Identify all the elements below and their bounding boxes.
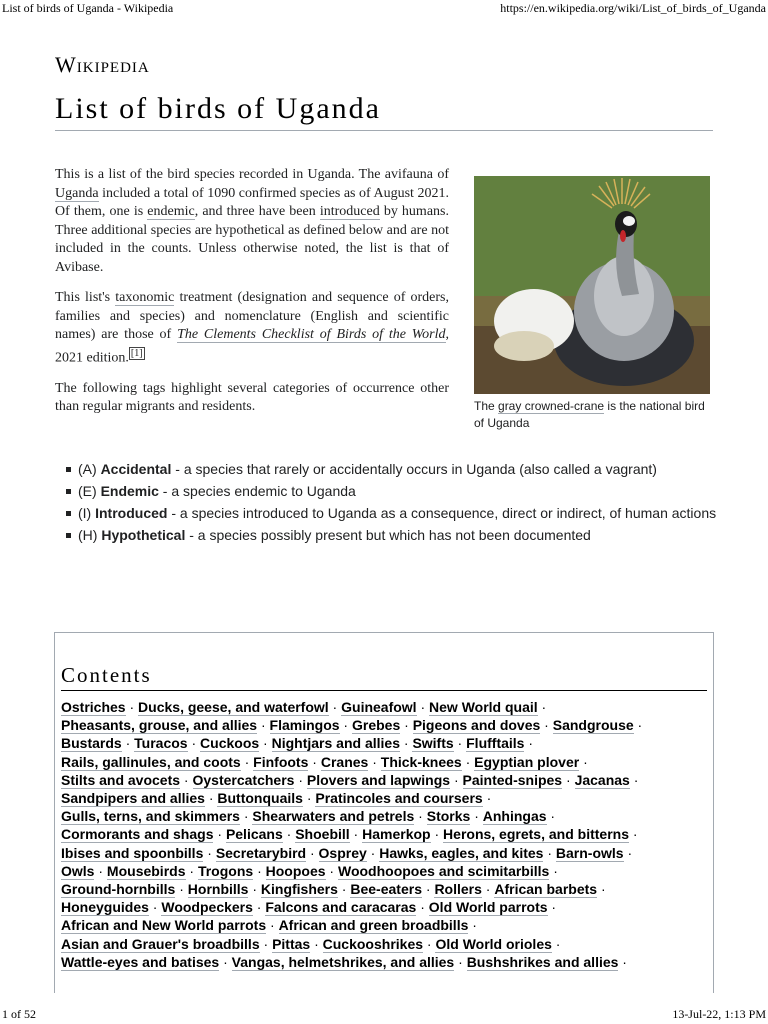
tag-item [62, 482, 722, 500]
toc-link[interactable]: Buttonquails [217, 790, 303, 807]
gray-crowned-crane-image[interactable] [474, 176, 710, 394]
toc-separator: · [187, 735, 201, 752]
toc-separator: · [204, 790, 218, 807]
toc-separator: · [430, 826, 444, 843]
tag-name: Hypothetical [101, 527, 186, 543]
toc-link[interactable]: Cuckooshrikes [322, 935, 424, 952]
toc-separator: · [547, 899, 557, 916]
toc-line [61, 916, 711, 934]
toc-link[interactable]: Oystercatchers [192, 771, 295, 788]
toc-link[interactable]: African barbets [494, 881, 598, 898]
toc-link[interactable]: Grebes [352, 717, 401, 734]
toc-link[interactable]: Ibises and spoonbills [61, 844, 204, 861]
toc-separator: · [562, 771, 575, 788]
image-caption [474, 398, 710, 432]
toc-link[interactable]: Nightjars and allies [271, 735, 400, 752]
toc-separator: · [259, 735, 272, 752]
toc-separator: · [125, 699, 139, 715]
toc-link[interactable]: Pelicans [225, 826, 283, 843]
toc-separator: · [628, 826, 638, 843]
tag-description: - a species possibly present but which has not been documented [185, 527, 591, 543]
toc-link[interactable]: Pittas [272, 935, 311, 952]
toc-link[interactable]: Pheasants, grouse, and allies [61, 717, 258, 734]
toc-separator: · [551, 935, 561, 952]
intro-link[interactable]: The Clements Checklist of Birds of the World [177, 327, 446, 342]
toc-separator: · [240, 753, 254, 770]
toc-separator: · [423, 935, 436, 952]
toc-separator: · [328, 699, 342, 715]
toc-link[interactable]: Secretarybird [215, 844, 307, 861]
toc-link[interactable]: Stilts and avocets [61, 771, 181, 788]
toc-link[interactable]: Sandgrouse [552, 717, 634, 734]
toc-link[interactable]: Cranes [320, 753, 369, 770]
toc-link[interactable]: Trogons [197, 862, 254, 879]
toc-separator: · [368, 753, 381, 770]
toc-link[interactable]: Woodpeckers [161, 899, 253, 916]
toc-separator: · [470, 808, 483, 825]
toc-link[interactable]: Pigeons and doves [412, 717, 541, 734]
intro-text: , and three have been [194, 204, 320, 219]
toc-separator: · [219, 953, 232, 970]
toc-separator: · [633, 717, 643, 734]
intro-link[interactable]: Uganda [55, 185, 99, 201]
toc-link[interactable]: Sandpipers and allies [61, 790, 205, 807]
toc-separator: · [400, 717, 413, 734]
tag-item [62, 526, 722, 544]
toc-link[interactable]: Kingfishers [260, 881, 338, 898]
toc-line [61, 862, 711, 880]
toc-separator: · [461, 753, 475, 770]
toc-line [61, 825, 711, 843]
toc-link[interactable]: Swifts [412, 735, 454, 752]
toc-link[interactable]: Storks [426, 808, 471, 825]
caption-link[interactable]: gray crowned-crane [498, 399, 605, 413]
toc-link[interactable]: Plovers and lapwings [306, 771, 451, 788]
toc-separator: · [266, 917, 279, 934]
toc-link[interactable]: Old World parrots [428, 899, 548, 916]
toc-separator: · [121, 735, 135, 752]
toc-separator: · [597, 881, 606, 898]
toc-link[interactable]: Vangas, helmetshrikes, and allies [231, 953, 455, 970]
tag-description: - a species introduced to Uganda as a consequence, direct or indirect, of human actions [167, 505, 717, 521]
toc-link[interactable]: Hawks, eagles, and kites [379, 844, 544, 861]
toc-link[interactable]: Shoebill [295, 826, 350, 843]
toc-line [61, 935, 711, 953]
print-date: 13-Jul-22, 1:13 PM [672, 1007, 766, 1021]
toc-link[interactable]: Falcons and caracaras [265, 899, 417, 916]
crane-illustration [474, 176, 710, 394]
toc-separator: · [310, 935, 323, 952]
toc-line [61, 716, 711, 734]
toc-separator: · [454, 953, 467, 970]
tag-code: (H) [78, 527, 102, 543]
toc-title: Contents [61, 663, 707, 691]
toc-separator: · [252, 899, 266, 916]
toc-line [61, 698, 711, 716]
toc-link[interactable]: Egyptian plover [474, 753, 580, 770]
toc-separator: · [337, 881, 351, 898]
citation-ref[interactable]: [1] [130, 347, 143, 359]
intro-link[interactable]: introduced [319, 204, 380, 219]
toc-link[interactable]: Bushshrikes and allies [466, 953, 619, 970]
toc-separator: · [537, 699, 547, 715]
toc-link[interactable]: Anhingas [482, 808, 547, 825]
toc-separator: · [308, 753, 321, 770]
toc-link[interactable]: Hamerkop [362, 826, 431, 843]
toc-link[interactable]: Barn-owls [555, 844, 624, 861]
toc-links [61, 698, 711, 971]
toc-link[interactable]: Asian and Grauer's broadbills [61, 935, 260, 952]
intro-text: included a total of 1090 confirmed species as of August 2021. Of them, one is [55, 185, 449, 219]
toc-link[interactable]: Owls [61, 862, 95, 879]
toc-separator: · [623, 844, 633, 861]
tag-code: (I) [78, 505, 96, 521]
toc-line [61, 789, 711, 807]
toc-separator: · [543, 844, 556, 861]
toc-separator: · [629, 771, 639, 788]
toc-separator: · [468, 917, 477, 934]
page-count: 1 of 52 [2, 1007, 36, 1021]
toc-link[interactable]: Wattle-eyes and batises [61, 953, 220, 970]
tag-name: Introduced [95, 505, 168, 521]
intro-text: This is a list of the bird species recorded in Uganda. The avifauna of [55, 167, 449, 182]
toc-separator: · [302, 790, 316, 807]
toc-separator: · [248, 881, 261, 898]
toc-link[interactable]: Shearwaters and petrels [252, 808, 415, 825]
toc-separator: · [175, 881, 188, 898]
toc-link[interactable]: Turacos [134, 735, 188, 752]
toc-separator: · [203, 844, 216, 861]
toc-link[interactable]: Woodhoopoes and scimitarbills [337, 862, 550, 879]
toc-link[interactable]: Pratincoles and coursers [315, 790, 483, 807]
table-of-contents [54, 632, 714, 993]
intro-link[interactable]: endemic [147, 204, 195, 219]
toc-separator: · [618, 953, 627, 970]
toc-separator: · [579, 753, 588, 770]
intro-paragraph-2 [55, 289, 449, 368]
toc-separator: · [180, 771, 193, 788]
tag-name: Endemic [100, 483, 159, 499]
toc-separator: · [540, 717, 553, 734]
toc-separator: · [259, 935, 273, 952]
toc-separator: · [366, 844, 380, 861]
toc-separator: · [253, 862, 266, 879]
toc-line [61, 753, 711, 771]
tag-description: - a species that rarely or accidentally occurs in Uganda (also called a vagrant) [171, 461, 657, 477]
toc-separator: · [239, 808, 253, 825]
toc-link[interactable]: Bee-eaters [350, 881, 422, 898]
toc-separator: · [481, 881, 495, 898]
toc-separator: · [213, 826, 226, 843]
toc-separator: · [257, 717, 270, 734]
print-header-url: https://en.wikipedia.org/wiki/List_of_birds_of_Uganda [500, 1, 766, 15]
toc-separator: · [450, 771, 463, 788]
toc-link[interactable]: New World quail [429, 699, 538, 715]
toc-separator: · [421, 881, 435, 898]
toc-line [61, 807, 711, 825]
toc-link[interactable]: Flamingos [269, 717, 340, 734]
toc-link[interactable]: African and green broadbills [278, 917, 469, 934]
toc-separator: · [325, 862, 338, 879]
toc-separator: · [282, 826, 296, 843]
intro-link[interactable]: taxonomic [115, 290, 175, 305]
toc-separator: · [524, 735, 534, 752]
toc-link[interactable]: Guineafowl [341, 699, 417, 715]
toc-link[interactable]: Osprey [318, 844, 367, 861]
toc-separator: · [349, 826, 363, 843]
intro-paragraph-1 [55, 166, 449, 277]
toc-link[interactable]: Thick-knees [380, 753, 462, 770]
tag-name: Accidental [100, 461, 172, 477]
toc-link[interactable]: African and New World parrots [61, 917, 267, 934]
occurrence-tags-list [62, 460, 722, 548]
wikipedia-logo[interactable]: Wikipedia [55, 52, 150, 77]
toc-separator: · [549, 862, 558, 879]
print-header-title: List of birds of Uganda - Wikipedia [2, 1, 174, 15]
toc-link[interactable]: Ducks, geese, and waterfowl [138, 699, 329, 715]
toc-separator: · [399, 735, 413, 752]
toc-separator: · [148, 899, 162, 916]
toc-link[interactable]: Herons, egrets, and bitterns [443, 826, 629, 843]
intro-text: , 2021 edition. [55, 327, 449, 366]
toc-line [61, 771, 711, 789]
toc-link[interactable]: Hoopoes [265, 862, 326, 879]
toc-link[interactable]: Mousebirds [106, 862, 186, 879]
toc-link[interactable]: Old World orioles [435, 935, 552, 952]
thumbnail [474, 176, 710, 432]
toc-separator: · [482, 790, 492, 807]
toc-link[interactable]: Bustards [61, 735, 122, 752]
toc-link[interactable]: Ground-hornbills [61, 881, 176, 898]
toc-link[interactable]: Jacanas [574, 771, 630, 788]
toc-line [61, 880, 711, 898]
print-header [0, 0, 768, 18]
toc-line [61, 734, 711, 752]
caption-text: is the national bird of Uganda [474, 399, 705, 430]
toc-separator: · [416, 699, 430, 715]
intro-text: by humans. Three additional species are hypothetical as defined below and are not included in the counts. Unless otherwise noted, the list is that of Avibase. [55, 204, 449, 275]
toc-line [61, 844, 711, 862]
toc-separator: · [414, 808, 427, 825]
intro-text: This list's [55, 290, 116, 305]
toc-separator: · [416, 899, 429, 916]
toc-link[interactable]: Cuckoos [200, 735, 260, 752]
toc-separator: · [185, 862, 198, 879]
tag-item [62, 504, 722, 522]
tag-description: - a species endemic to Uganda [158, 483, 356, 499]
toc-line [61, 898, 711, 916]
toc-line [61, 953, 711, 971]
tag-code: (A) [78, 461, 101, 477]
toc-link[interactable]: Flufftails [466, 735, 525, 752]
toc-link[interactable]: Rails, gallinules, and coots [61, 753, 241, 770]
tag-code: (E) [78, 483, 101, 499]
intro-text: treatment (designation and sequence of orders, families and species) and nomenclature (English and scientific names) are those of [55, 290, 449, 342]
toc-link[interactable]: Cormorants and shags [61, 826, 214, 843]
tag-item [62, 460, 722, 478]
toc-link[interactable]: Finfoots [253, 753, 309, 770]
print-footer [0, 1006, 768, 1024]
toc-separator: · [306, 844, 319, 861]
toc-separator: · [339, 717, 352, 734]
toc-link[interactable]: Hornbills [187, 881, 249, 898]
toc-separator: · [94, 862, 107, 879]
toc-link[interactable]: Ostriches [61, 699, 126, 715]
toc-link[interactable]: Painted-snipes [462, 771, 563, 788]
intro-section [55, 166, 449, 429]
toc-separator: · [546, 808, 556, 825]
toc-separator: · [294, 771, 307, 788]
toc-separator: · [453, 735, 467, 752]
page-title: List of birds of Uganda [55, 92, 713, 131]
caption-text: The [474, 399, 499, 413]
intro-paragraph-3: The following tags highlight several categories of occurrence other than regular migrants and residents. [55, 380, 449, 415]
toc-link[interactable]: Honeyguides [61, 899, 149, 916]
toc-link[interactable]: Gulls, terns, and skimmers [61, 808, 240, 825]
toc-link[interactable]: Rollers [434, 881, 482, 898]
